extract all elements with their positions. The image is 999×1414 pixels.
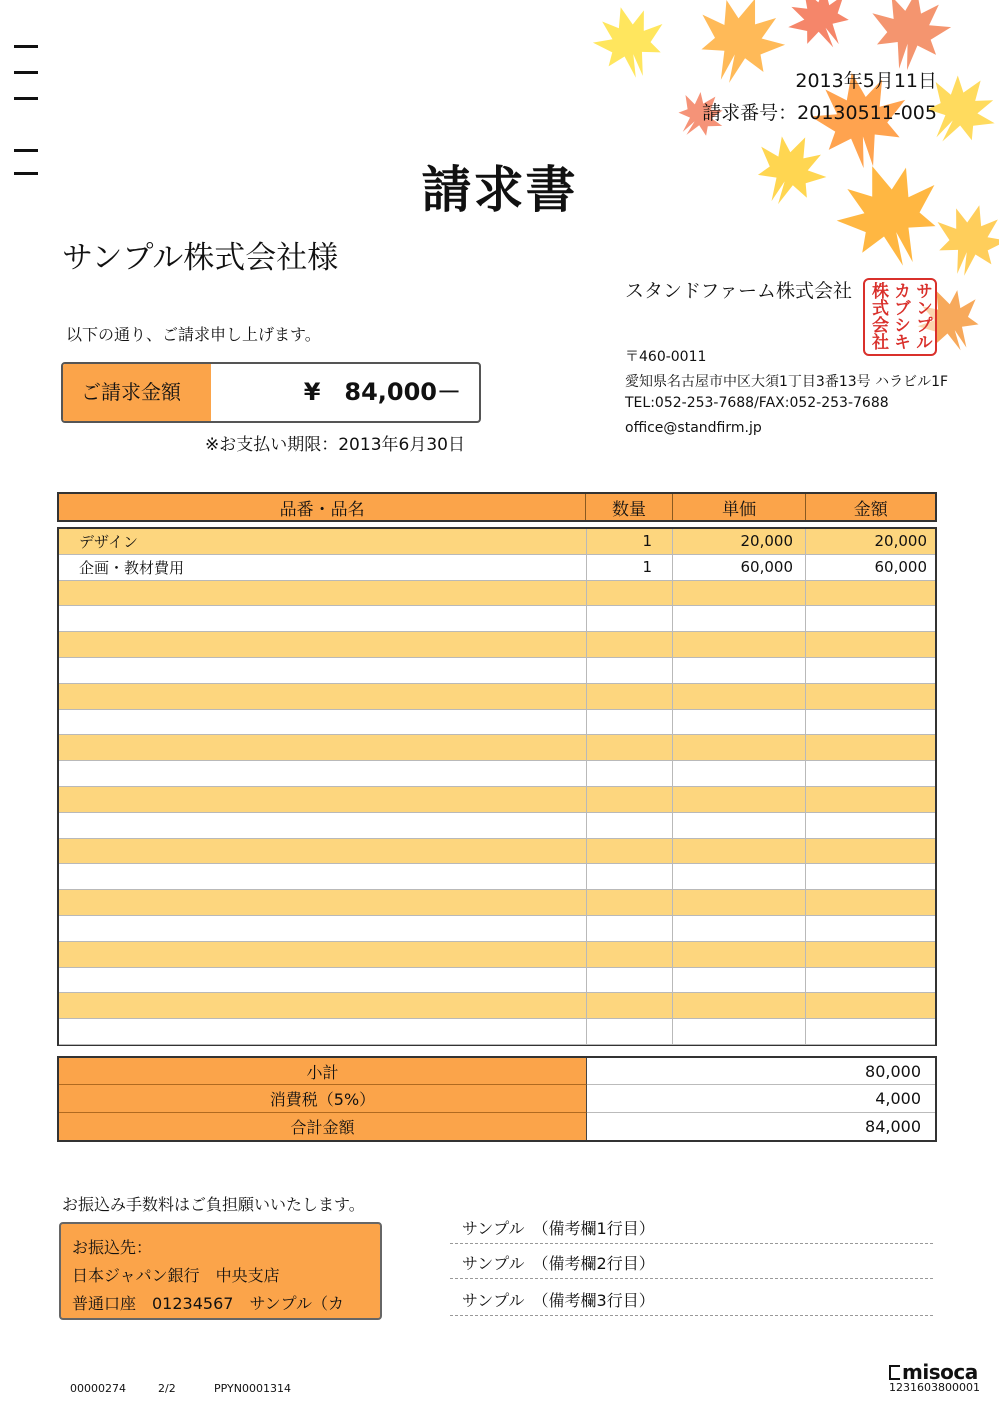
amount-cell — [806, 942, 935, 968]
subtotal-value: 80,000 — [587, 1058, 935, 1085]
amount-cell — [806, 606, 935, 632]
item-name-cell — [59, 606, 587, 632]
table-row — [59, 684, 935, 710]
table-row — [59, 735, 935, 761]
table-row — [59, 555, 935, 581]
column-header-amount: 金額 — [853, 499, 888, 520]
amount-cell: 60,000 — [806, 555, 935, 581]
amount-cell — [806, 632, 935, 658]
punch-mark — [14, 71, 38, 74]
transfer-fee-note: お振込み手数料はご負担願いいたします。 — [62, 1195, 365, 1214]
amount-cell — [806, 1019, 935, 1045]
total-label: 合計金額 — [59, 1113, 587, 1140]
page-title: 請求書 — [421, 161, 578, 219]
unit-price-cell — [673, 890, 806, 916]
item-name-cell — [59, 993, 587, 1019]
quantity-cell — [587, 1019, 673, 1045]
unit-price-cell — [673, 710, 806, 736]
item-name-cell: 企画・教材費用 — [59, 555, 587, 581]
unit-price-cell: 20,000 — [673, 529, 806, 555]
item-name-cell — [59, 839, 587, 865]
unit-price-cell: 60,000 — [673, 555, 806, 581]
item-name-cell — [59, 632, 587, 658]
total-value: 84,000 — [865, 1116, 921, 1136]
column-header-quantity: 数量 — [586, 494, 673, 520]
unit-price-cell — [673, 787, 806, 813]
tax-row — [59, 1085, 935, 1112]
item-name-cell — [59, 787, 587, 813]
invoice-date: 2013年5月11日 — [795, 70, 937, 92]
remark-line: サンプル （備考欄3行目） — [450, 1288, 933, 1316]
table-row — [59, 993, 935, 1019]
table-row — [59, 839, 935, 865]
quantity-cell — [587, 606, 673, 632]
quantity-cell — [587, 993, 673, 1019]
quantity-cell: 1 — [587, 529, 673, 555]
issuer-postal: 〒460-0011 — [625, 349, 707, 365]
item-name-cell — [59, 1019, 587, 1045]
logo-code: 1231603800001 — [889, 1381, 980, 1394]
quantity-cell — [587, 761, 673, 787]
table-row — [59, 1019, 935, 1045]
totals-table — [57, 1056, 937, 1142]
remark-line: サンプル （備考欄1行目） — [450, 1216, 933, 1244]
quantity-cell — [587, 916, 673, 942]
quantity-cell — [587, 839, 673, 865]
amount-cell — [806, 735, 935, 761]
client-name: サンプル株式会社様 — [62, 240, 339, 276]
bank-line: お振込先： — [72, 1238, 153, 1257]
amount-cell — [806, 684, 935, 710]
quantity-cell — [587, 890, 673, 916]
total-row — [59, 1113, 935, 1140]
amount-cell — [806, 813, 935, 839]
misoca-logo-icon — [889, 1365, 900, 1380]
amount-cell — [806, 787, 935, 813]
item-name-cell — [59, 968, 587, 994]
column-header-item: 品番・品名 — [59, 494, 586, 520]
table-row — [59, 864, 935, 890]
unit-price-cell — [673, 632, 806, 658]
quantity-cell — [587, 581, 673, 607]
amount-cell — [806, 916, 935, 942]
items-table-body — [57, 527, 937, 1046]
unit-price-cell — [673, 916, 806, 942]
item-name-cell — [59, 735, 587, 761]
issuer-email: office@standfirm.jp — [625, 420, 762, 436]
quantity-cell — [587, 864, 673, 890]
item-name-cell — [59, 761, 587, 787]
unit-price-cell — [673, 581, 806, 607]
quantity-cell — [587, 787, 673, 813]
table-row — [59, 761, 935, 787]
bank-transfer-box — [59, 1222, 382, 1320]
issuer-company: スタンドファーム株式会社 — [625, 280, 853, 302]
seal-line: 株式会社 — [868, 282, 888, 350]
amount-cell — [806, 839, 935, 865]
footer-page-number: 2/2 — [158, 1382, 176, 1395]
amount-cell — [806, 581, 935, 607]
invoice-number: 請求番号：20130511-005 — [702, 102, 937, 124]
company-seal-stamp — [863, 278, 937, 356]
table-row — [59, 632, 935, 658]
quantity-cell: 1 — [587, 555, 673, 581]
unit-price-cell — [673, 606, 806, 632]
payment-deadline: ※お支払い期限：2013年6月30日 — [205, 435, 465, 455]
item-name-cell — [59, 581, 587, 607]
unit-price-cell — [673, 942, 806, 968]
table-row — [59, 813, 935, 839]
unit-price-cell — [673, 813, 806, 839]
table-row — [59, 529, 935, 555]
unit-price-cell — [673, 993, 806, 1019]
bank-line: 日本ジャパン銀行 中央支店 — [72, 1266, 280, 1285]
amount-cell — [806, 968, 935, 994]
table-row — [59, 916, 935, 942]
bank-line: 普通口座 01234567 サンプル（カ — [72, 1294, 344, 1313]
quantity-cell — [587, 632, 673, 658]
unit-price-cell — [673, 684, 806, 710]
amount-cell — [806, 993, 935, 1019]
quantity-cell — [587, 813, 673, 839]
unit-price-cell — [673, 761, 806, 787]
seal-line: サンプル — [912, 282, 932, 350]
tax-value: 4,000 — [587, 1085, 935, 1112]
table-row — [59, 658, 935, 684]
table-row — [59, 968, 935, 994]
amount-cell — [806, 658, 935, 684]
misoca-logo-text: misoca — [902, 1360, 978, 1384]
unit-price-cell — [673, 735, 806, 761]
remark-line: サンプル （備考欄2行目） — [450, 1251, 933, 1279]
item-name-cell — [59, 916, 587, 942]
seal-line: カブシキ — [890, 282, 910, 350]
quantity-cell — [587, 968, 673, 994]
subtotal-row — [59, 1058, 935, 1085]
item-name-cell: デザイン — [59, 529, 587, 555]
item-name-cell — [59, 684, 587, 710]
table-row — [59, 890, 935, 916]
column-header-unit-price: 単価 — [673, 494, 807, 520]
item-name-cell — [59, 658, 587, 684]
subtotal-label: 小計 — [59, 1058, 587, 1085]
items-table-header — [57, 492, 937, 522]
table-row — [59, 942, 935, 968]
quantity-cell — [587, 735, 673, 761]
unit-price-cell — [673, 658, 806, 684]
footer-code: PPYN0001314 — [214, 1382, 291, 1395]
amount-cell — [806, 710, 935, 736]
table-row — [59, 606, 935, 632]
table-row — [59, 581, 935, 607]
punch-mark — [14, 45, 38, 48]
quantity-cell — [587, 684, 673, 710]
amount-cell — [806, 890, 935, 916]
table-row — [59, 787, 935, 813]
billing-amount-value: ¥ 84,000－ — [303, 378, 461, 406]
amount-cell — [806, 864, 935, 890]
item-name-cell — [59, 710, 587, 736]
issuer-address: 愛知県名古屋市中区大須1丁目3番13号 ハラビル1F — [625, 374, 949, 390]
tax-label: 消費税（5%） — [59, 1085, 587, 1112]
quantity-cell — [587, 942, 673, 968]
item-name-cell — [59, 890, 587, 916]
unit-price-cell — [673, 968, 806, 994]
quantity-cell — [587, 658, 673, 684]
issuer-tel-fax: TEL:052-253-7688/FAX:052-253-7688 — [625, 395, 889, 411]
item-name-cell — [59, 942, 587, 968]
footer-code: 00000274 — [70, 1382, 126, 1395]
intro-text: 以下の通り、ご請求申し上げます。 — [66, 325, 321, 344]
table-row — [59, 710, 935, 736]
unit-price-cell — [673, 1019, 806, 1045]
quantity-cell — [587, 710, 673, 736]
amount-cell — [806, 761, 935, 787]
item-name-cell — [59, 813, 587, 839]
unit-price-cell — [673, 839, 806, 865]
amount-cell: 20,000 — [806, 529, 935, 555]
billing-amount-label: ご請求金額 — [63, 364, 211, 421]
punch-mark — [14, 97, 38, 100]
unit-price-cell — [673, 864, 806, 890]
billing-amount-box — [61, 362, 481, 423]
item-name-cell — [59, 864, 587, 890]
